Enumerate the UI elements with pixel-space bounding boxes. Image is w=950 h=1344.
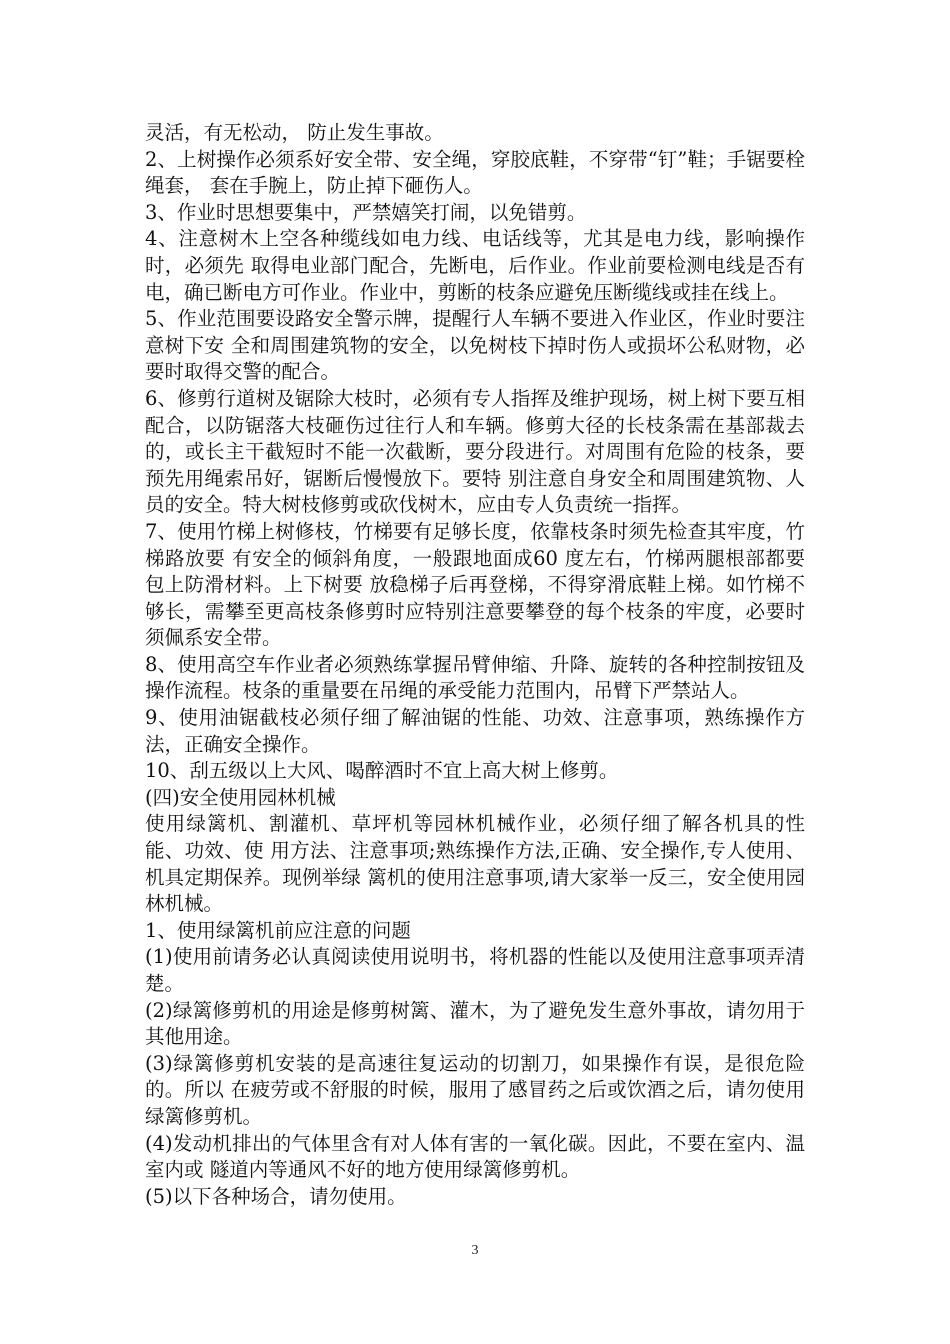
page-number: 3 bbox=[471, 1243, 479, 1258]
paragraph: 4、注意树木上空各种缆线如电力线、电话线等，尤其是电力线，影响操作时，必须先 取得电业部门配合，先断电，后作业。作业前要检测电线是否有电，确已断电方可作业。作业中，剪断的枝条应避免压断缆线或挂在线上。 bbox=[145, 227, 805, 304]
paragraph: 8、使用高空车作业者必须熟练掌握吊臂伸缩、升降、旋转的各种控制按钮及操作流程。枝条的重量要在吊绳的承受能力范围内，吊臂下严禁站人。 bbox=[145, 652, 805, 703]
subsection-heading: 1、使用绿篱机前应注意的问题 bbox=[145, 918, 411, 942]
paragraph: 7、使用竹梯上树修枝，竹梯要有足够长度，依靠枝条时须先检查其牢度，竹梯路放要 有安全的倾斜角度，一般跟地面成60 度左右，竹梯两腿根部都要包上防滑材料。上下树要 放稳梯子后再登梯，不得穿滑底鞋上梯。如竹梯不够长，需攀至更高枝条修剪时应特别注意要攀登的每个枝条的牢度，必要时须佩系安全带。 bbox=[145, 519, 805, 650]
paragraph: (3)绿篱修剪机安装的是高速往复运动的切割刀，如果操作有误，是很危险的。所以 在疲劳或不舒服的时候，服用了感冒药之后或饮酒之后，请勿使用绿篱修剪机。 bbox=[145, 1051, 805, 1128]
paragraph: 5、作业范围要设路安全警示牌，提醒行人车辆不要进入作业区，作业时要注意树下安 全和周围建筑物的安全，以免树枝下掉时伤人或损坏公私财物，必要时取得交警的配合。 bbox=[145, 307, 805, 384]
paragraph: 2、上树操作必须系好安全带、安全绳，穿胶底鞋，不穿带“钉”鞋；手锯要栓绳套， 套在手腕上，防止掉下砸伤人。 bbox=[145, 147, 805, 198]
paragraph: 灵活，有无松动， 防止发生事故。 bbox=[145, 121, 444, 144]
paragraph: (2)绿篱修剪机的用途是修剪树篱、灌木，为了避免发生意外事故，请勿用于其他用途。 bbox=[145, 998, 805, 1049]
body-text bbox=[145, 120, 805, 1210]
paragraph: 使用绿篱机、割灌机、草坪机等园林机械作业，必须仔细了解各机具的性能、功效、使 用方法、注意事项;熟练操作方法,正确、安全操作,专人使用、机具定期保养。现例举绿 篱机的使用注意事项,请大家举一反三，安全使用园林机械。 bbox=[145, 812, 805, 916]
paragraph: (5)以下各种场合，请勿使用。 bbox=[145, 1184, 407, 1208]
paragraph: 9、使用油锯截枝必须仔细了解油锯的性能、功效、注意事项，熟练操作方法，正确安全操作。 bbox=[145, 706, 805, 756]
paragraph: 3、作业时思想要集中，严禁嬉笑打闹，以免错剪。 bbox=[145, 200, 587, 224]
paragraph: (4)发动机排出的气体里含有对人体有害的一氧化碳。因此，不要在室内、温室内或 隧道内等通风不好的地方使用绿篱修剪机。 bbox=[145, 1131, 805, 1182]
section-heading: (四)安全使用园林机械 bbox=[145, 785, 336, 809]
paragraph: 10、刮五级以上大风、喝醉酒时不宜上高大树上修剪。 bbox=[145, 759, 619, 783]
paragraph: (1)使用前请务必认真阅读使用说明书，将机器的性能以及使用注意事项弄清楚。 bbox=[145, 945, 805, 995]
paragraph: 6、修剪行道树及锯除大枝时，必须有专人指挥及维护现场，树上树下要互相配合，以防锯落大枝砸伤过往行人和车辆。修剪大径的长枝条需在基部裁去的，或长主干截短时不能一次截断，要分段进行。对周围有危险的枝条，要预先用绳索吊好，锯断后慢慢放下。要特 别注意自身安全和周围建筑物、人员的安全。特大树枝修剪或砍伐树木，应由专人负责统一指挥。 bbox=[145, 386, 805, 517]
